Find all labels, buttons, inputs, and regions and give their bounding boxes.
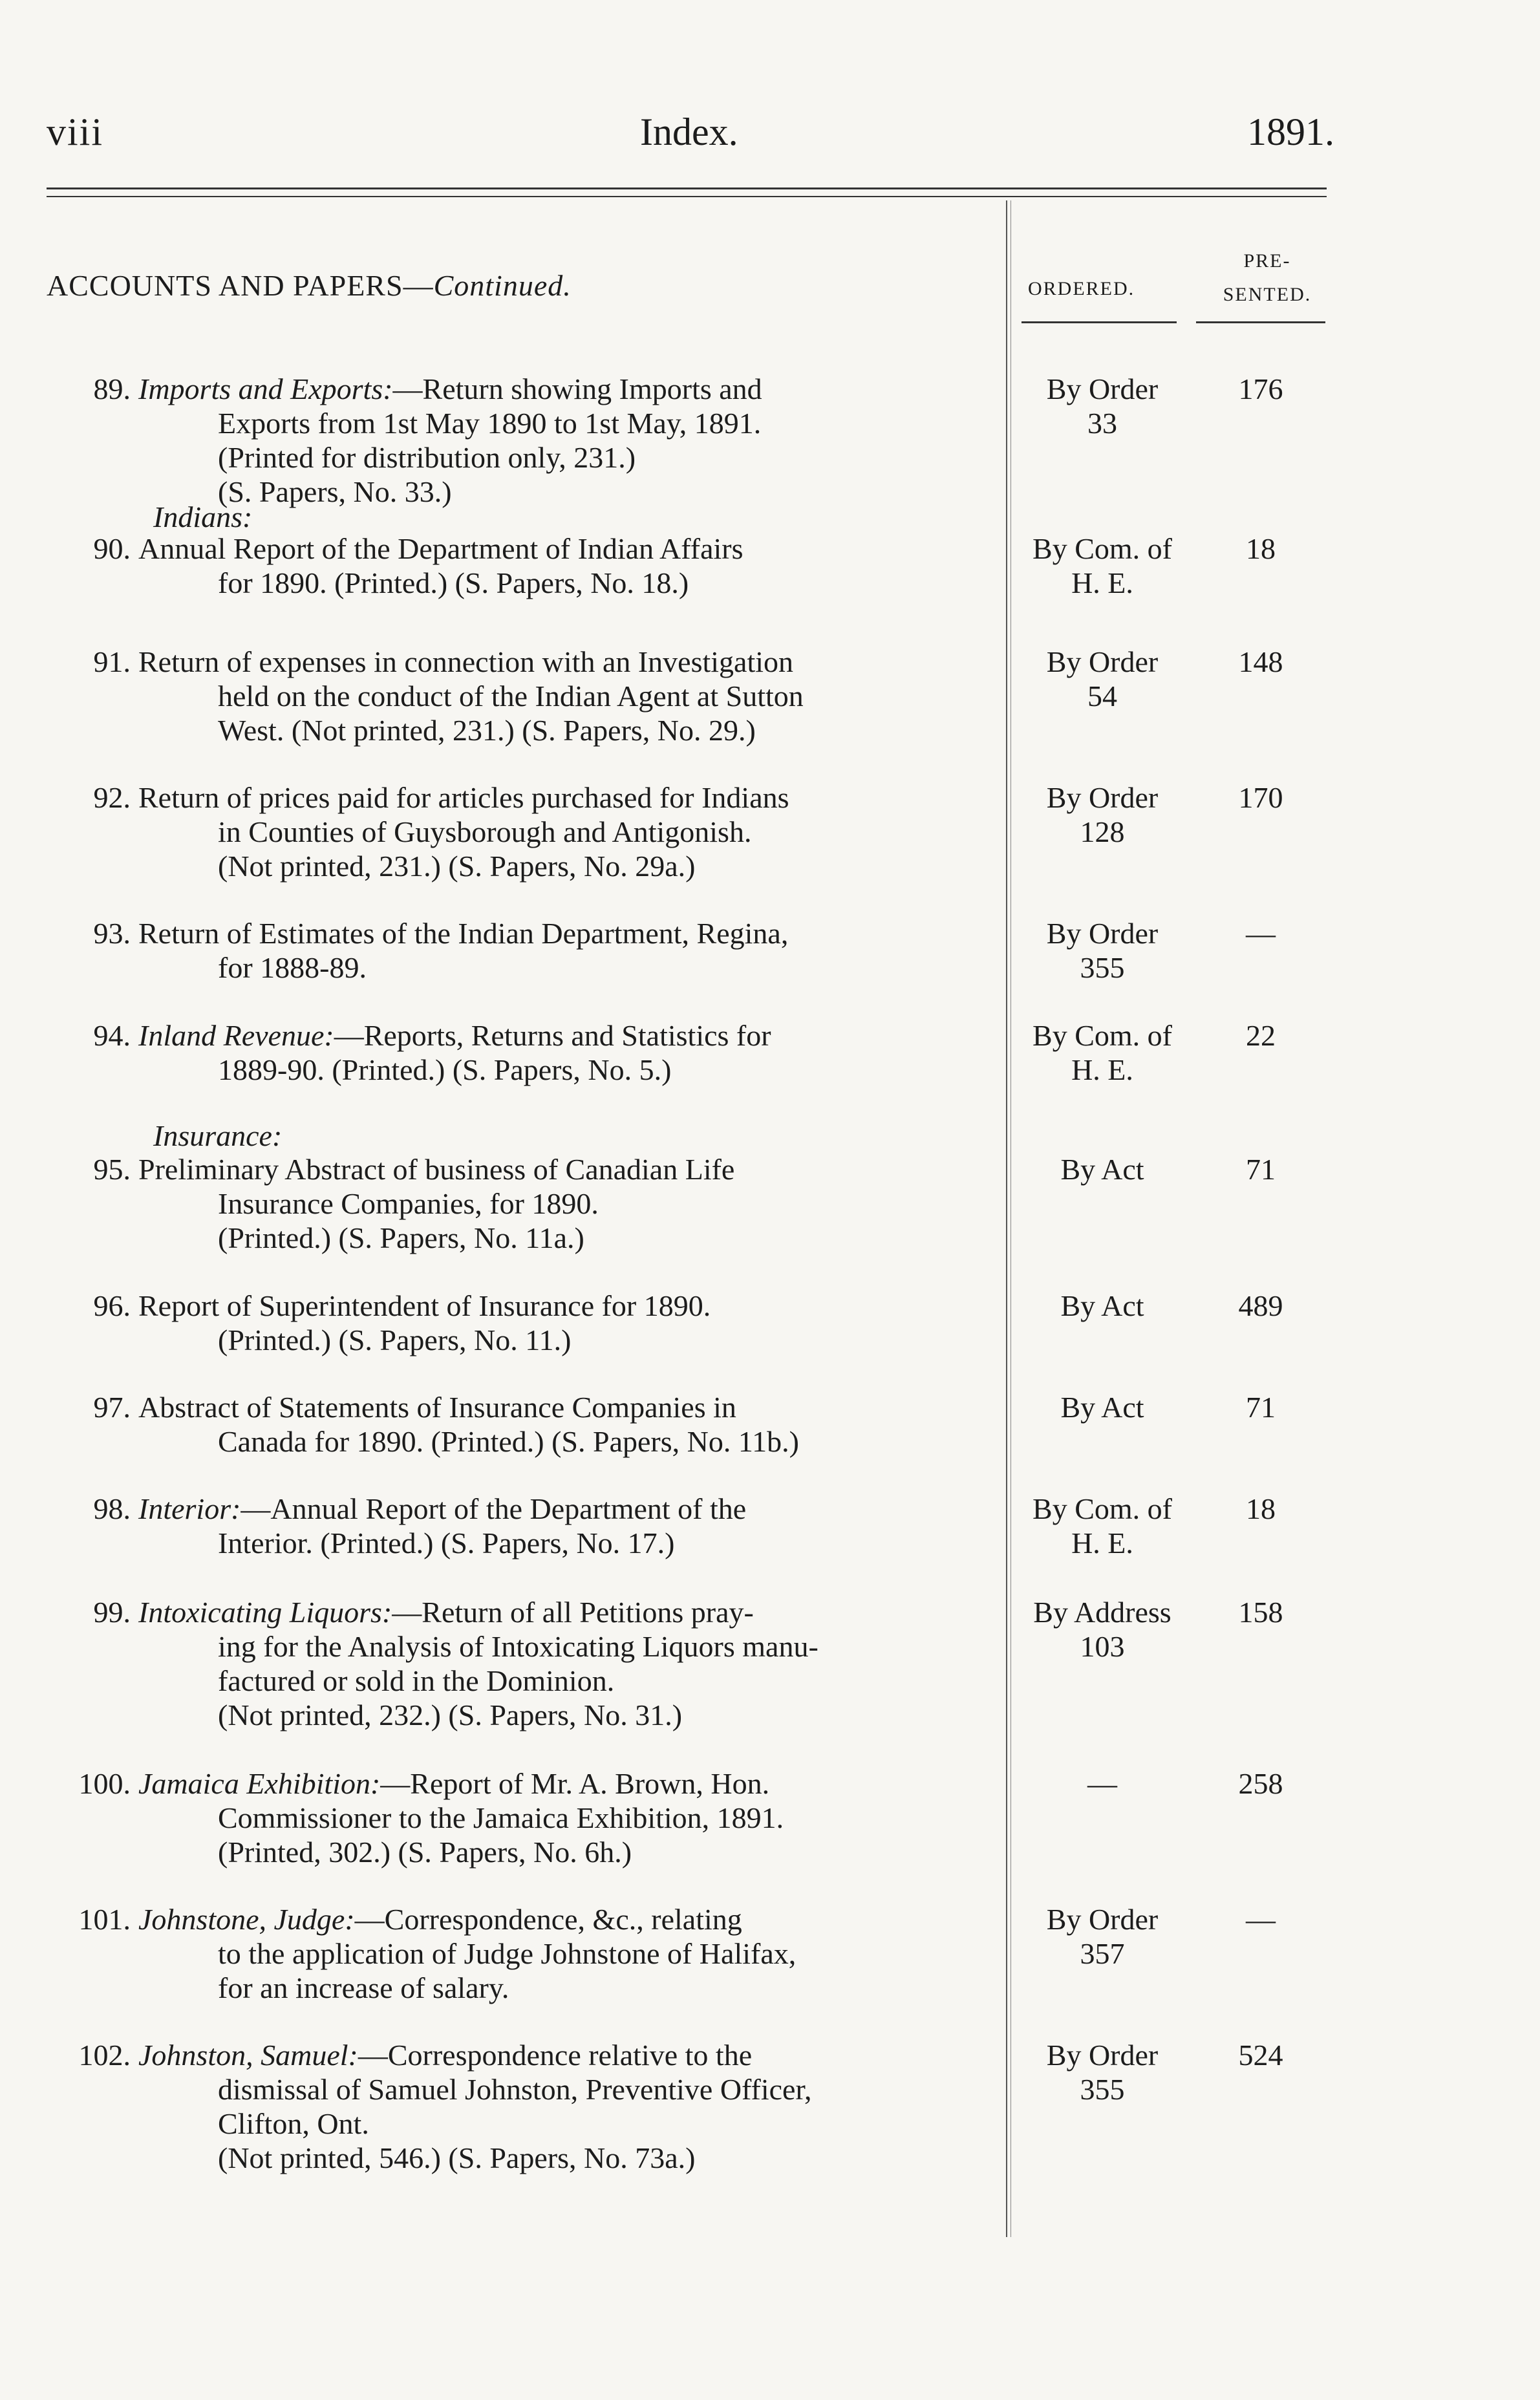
entry-number: 94. [93,1019,131,1052]
header-rule-thin [47,196,1327,197]
ordered-method: By Com. of [1032,1019,1172,1052]
entry-first-line [47,2038,997,2072]
entry-text: —Return of all Petitions pray- [392,1596,754,1629]
entry-first-line [47,1595,997,1629]
entry-first-line [47,1902,997,1936]
ordered-method: By Act [1060,1391,1144,1424]
ordered-method: By Act [1060,1289,1144,1322]
page-number: viii [47,111,104,153]
entry-first-line [47,372,997,406]
ordered-method: By Order [1046,917,1159,950]
header-rule [47,188,1327,189]
presented-value: 71 [1246,1391,1276,1424]
entry-continuation-line: for an increase of salary. [218,1971,509,2004]
ordered-value [1018,372,1186,440]
entry-text: —Return showing Imports and [392,372,762,405]
ordered-value [1018,645,1186,713]
ordered-value [1018,1018,1186,1087]
entry-continuation-line: for 1890. (Printed.) (S. Papers, No. 18.) [218,566,689,599]
entry-title: Johnston, Samuel: [138,2039,358,2072]
ordered-value [1018,1766,1186,1835]
presented-value: — [1246,1903,1276,1936]
ordered-number: H. E. [1071,566,1133,599]
entry-continuation-line: Exports from 1st May 1890 to 1st May, 1891. [218,407,762,440]
entry-text: Annual Report of the Department of Indian Affairs [138,532,743,565]
ordered-underline [1021,321,1177,323]
entry-continuation-line: (Printed.) (S. Papers, No. 11a.) [218,1221,584,1254]
page-title: Index. [640,111,738,153]
entry-continuation-line: in Counties of Guysborough and Antigonish. [218,815,752,848]
entry-number: 100. [78,1767,131,1800]
entry-continuation-line: ing for the Analysis of Intoxicating Liquors manu- [218,1630,818,1663]
ordered-value [1018,1902,1186,1971]
entry-continuation-line: to the application of Judge Johnstone of Halifax, [218,1937,797,1970]
ordered-number [1018,1323,1186,1357]
entry-description [47,1289,997,1357]
entry-first-line [47,780,997,815]
entry-title: Johnstone, Judge: [138,1903,355,1936]
entry-first-line [47,1018,997,1053]
entry-continuation-line: West. (Not printed, 231.) (S. Papers, No. 29.) [218,714,756,747]
entry-number: 90. [93,532,131,565]
entry-description [47,1018,997,1087]
entry-continuation-line: Commissioner to the Jamaica Exhibition, 1891. [218,1801,784,1834]
entry-title: Inland Revenue: [138,1019,334,1052]
entry-description [47,645,997,747]
entry-text: —Annual Report of the Department of the [241,1492,747,1525]
entry-number: 92. [93,781,131,814]
entry-title: Intoxicating Liquors: [138,1596,392,1629]
entry-continuation-line: held on the conduct of the Indian Agent at Sutton [218,680,804,712]
ordered-number: 355 [1080,2073,1125,2106]
section-title: ACCOUNTS AND PAPERS—Continued. [47,269,572,302]
ordered-value [1018,1492,1186,1560]
ordered-value [1018,1390,1186,1459]
ordered-number: 103 [1080,1630,1125,1663]
entry-text: Abstract of Statements of Insurance Companies in [138,1391,736,1424]
presented-value: 148 [1238,645,1283,678]
entry-number: 95. [93,1153,131,1186]
ordered-method: — [1087,1767,1117,1800]
entry-number: 99. [93,1596,131,1629]
presented-value: 22 [1246,1019,1276,1052]
entry-title: Imports and Exports: [138,372,393,405]
entry-description [47,916,997,985]
entry-text: —Correspondence relative to the [358,2039,753,2072]
ordered-method: By Com. of [1032,1492,1172,1525]
ordered-value [1018,1289,1186,1357]
presented-value: 18 [1246,1492,1276,1525]
entry-text: Return of prices paid for articles purchased for Indians [138,781,789,814]
ordered-number: 128 [1080,815,1125,848]
running-header [0,110,1540,162]
entry-description [47,1390,997,1459]
entry-continuation-line: Interior. (Printed.) (S. Papers, No. 17.) [218,1527,675,1559]
entry-description [47,2038,997,2175]
presented-value: 170 [1238,781,1283,814]
entry-description [47,780,997,883]
ordered-value [1018,1595,1186,1664]
ordered-number: H. E. [1071,1527,1133,1559]
entry-continuation-line: Canada for 1890. (Printed.) (S. Papers, No. 11b.) [218,1425,799,1458]
ordered-value [1018,780,1186,849]
entry-text: —Correspondence, &c., relating [354,1903,742,1936]
entry-number: 102. [78,2039,131,2072]
ordered-number: 355 [1080,951,1125,984]
entry-title: Jamaica Exhibition: [138,1767,381,1800]
subheading-text: Indians: [153,500,253,533]
ordered-method: By Order [1046,781,1159,814]
subheading-text: Insurance: [153,1119,283,1152]
ordered-number: H. E. [1071,1053,1133,1086]
entry-number: 96. [93,1289,131,1322]
entry-number: 91. [93,645,131,678]
presented-value: — [1246,917,1276,950]
year-label: 1891. [1247,111,1334,153]
entry-continuation-line: Insurance Companies, for 1890. [218,1187,599,1220]
entry-text: —Reports, Returns and Statistics for [334,1019,771,1052]
entry-first-line [47,645,997,679]
entry-description [47,1152,997,1255]
entry-description [47,531,997,600]
ordered-value [1018,2038,1186,2106]
entry-continuation-line: (Printed, 302.) (S. Papers, No. 6h.) [218,1836,632,1869]
column-divider [1006,200,1007,2237]
ordered-value [1018,916,1186,985]
entry-continuation-line: for 1888-89. [218,951,367,984]
entry-continuation-line: dismissal of Samuel Johnston, Preventive Officer, [218,2073,812,2106]
presented-value: 71 [1246,1153,1276,1186]
entry-title: Interior: [138,1492,241,1525]
ordered-method: By Order [1046,2039,1159,2072]
entry-continuation-line: 1889-90. (Printed.) (S. Papers, No. 5.) [218,1053,672,1086]
entry-description [47,1902,997,2005]
ordered-number [1018,1424,1186,1459]
entry-continuation-line: (Printed for distribution only, 231.) [218,441,636,474]
entry-first-line [47,1390,997,1424]
entry-text: Report of Superintendent of Insurance for 1890. [138,1289,711,1322]
entry-continuation-line: (S. Papers, No. 33.) [218,475,452,508]
ordered-method: By Order [1046,1903,1159,1936]
entry-number: 97. [93,1391,131,1424]
entry-continuation-line: (Not printed, 231.) (S. Papers, No. 29a.) [218,850,696,883]
ordered-value [1018,1152,1186,1221]
entry-description [47,1492,997,1560]
entry-first-line [47,1766,997,1801]
entry-continuation-line: (Not printed, 546.) (S. Papers, No. 73a.) [218,2141,696,2174]
ordered-number: 54 [1087,680,1117,712]
entry-continuation-line: (Not printed, 232.) (S. Papers, No. 31.) [218,1698,683,1731]
ordered-number: 357 [1080,1937,1125,1970]
ordered-column-label: ORDERED. [1028,278,1135,299]
entry-first-line [47,916,997,950]
ordered-number: 33 [1087,407,1117,440]
entry-continuation-line: factured or sold in the Dominion. [218,1664,615,1697]
ordered-method: By Com. of [1032,532,1172,565]
entry-first-line [47,1152,997,1186]
entry-first-line [47,1289,997,1323]
presented-underline [1196,321,1325,323]
entry-first-line [47,1492,997,1526]
entry-number: 98. [93,1492,131,1525]
presented-value: 258 [1238,1767,1283,1800]
entry-number: 93. [93,917,131,950]
entry-continuation-line: (Printed.) (S. Papers, No. 11.) [218,1323,572,1356]
entry-text: Return of expenses in connection with an Investigation [138,645,794,678]
entry-text: —Report of Mr. A. Brown, Hon. [380,1767,770,1800]
entry-text: Preliminary Abstract of business of Canadian Life [138,1153,735,1186]
column-header [0,233,1540,304]
presented-value: 158 [1238,1596,1283,1629]
entry-text: Return of Estimates of the Indian Department, Regina, [138,917,789,950]
ordered-method: By Act [1060,1153,1144,1186]
entry-description [47,372,997,509]
presented-value: 489 [1238,1289,1283,1322]
ordered-number [1018,1801,1186,1835]
entry-first-line [47,531,997,566]
ordered-value [1018,531,1186,600]
presented-column-label: PRE- SENTED. [1223,250,1312,305]
presented-value: 524 [1238,2039,1283,2072]
ordered-method: By Address [1033,1596,1171,1629]
entry-number: 101. [78,1903,131,1936]
ordered-number [1018,1186,1186,1221]
entry-description [47,1766,997,1869]
entry-continuation-line: Clifton, Ont. [218,2107,369,2140]
ordered-method: By Order [1046,645,1159,678]
entry-description [47,1595,997,1732]
presented-value: 18 [1246,532,1276,565]
presented-value: 176 [1238,372,1283,405]
entry-number: 89. [93,372,131,405]
ordered-method: By Order [1046,372,1159,405]
